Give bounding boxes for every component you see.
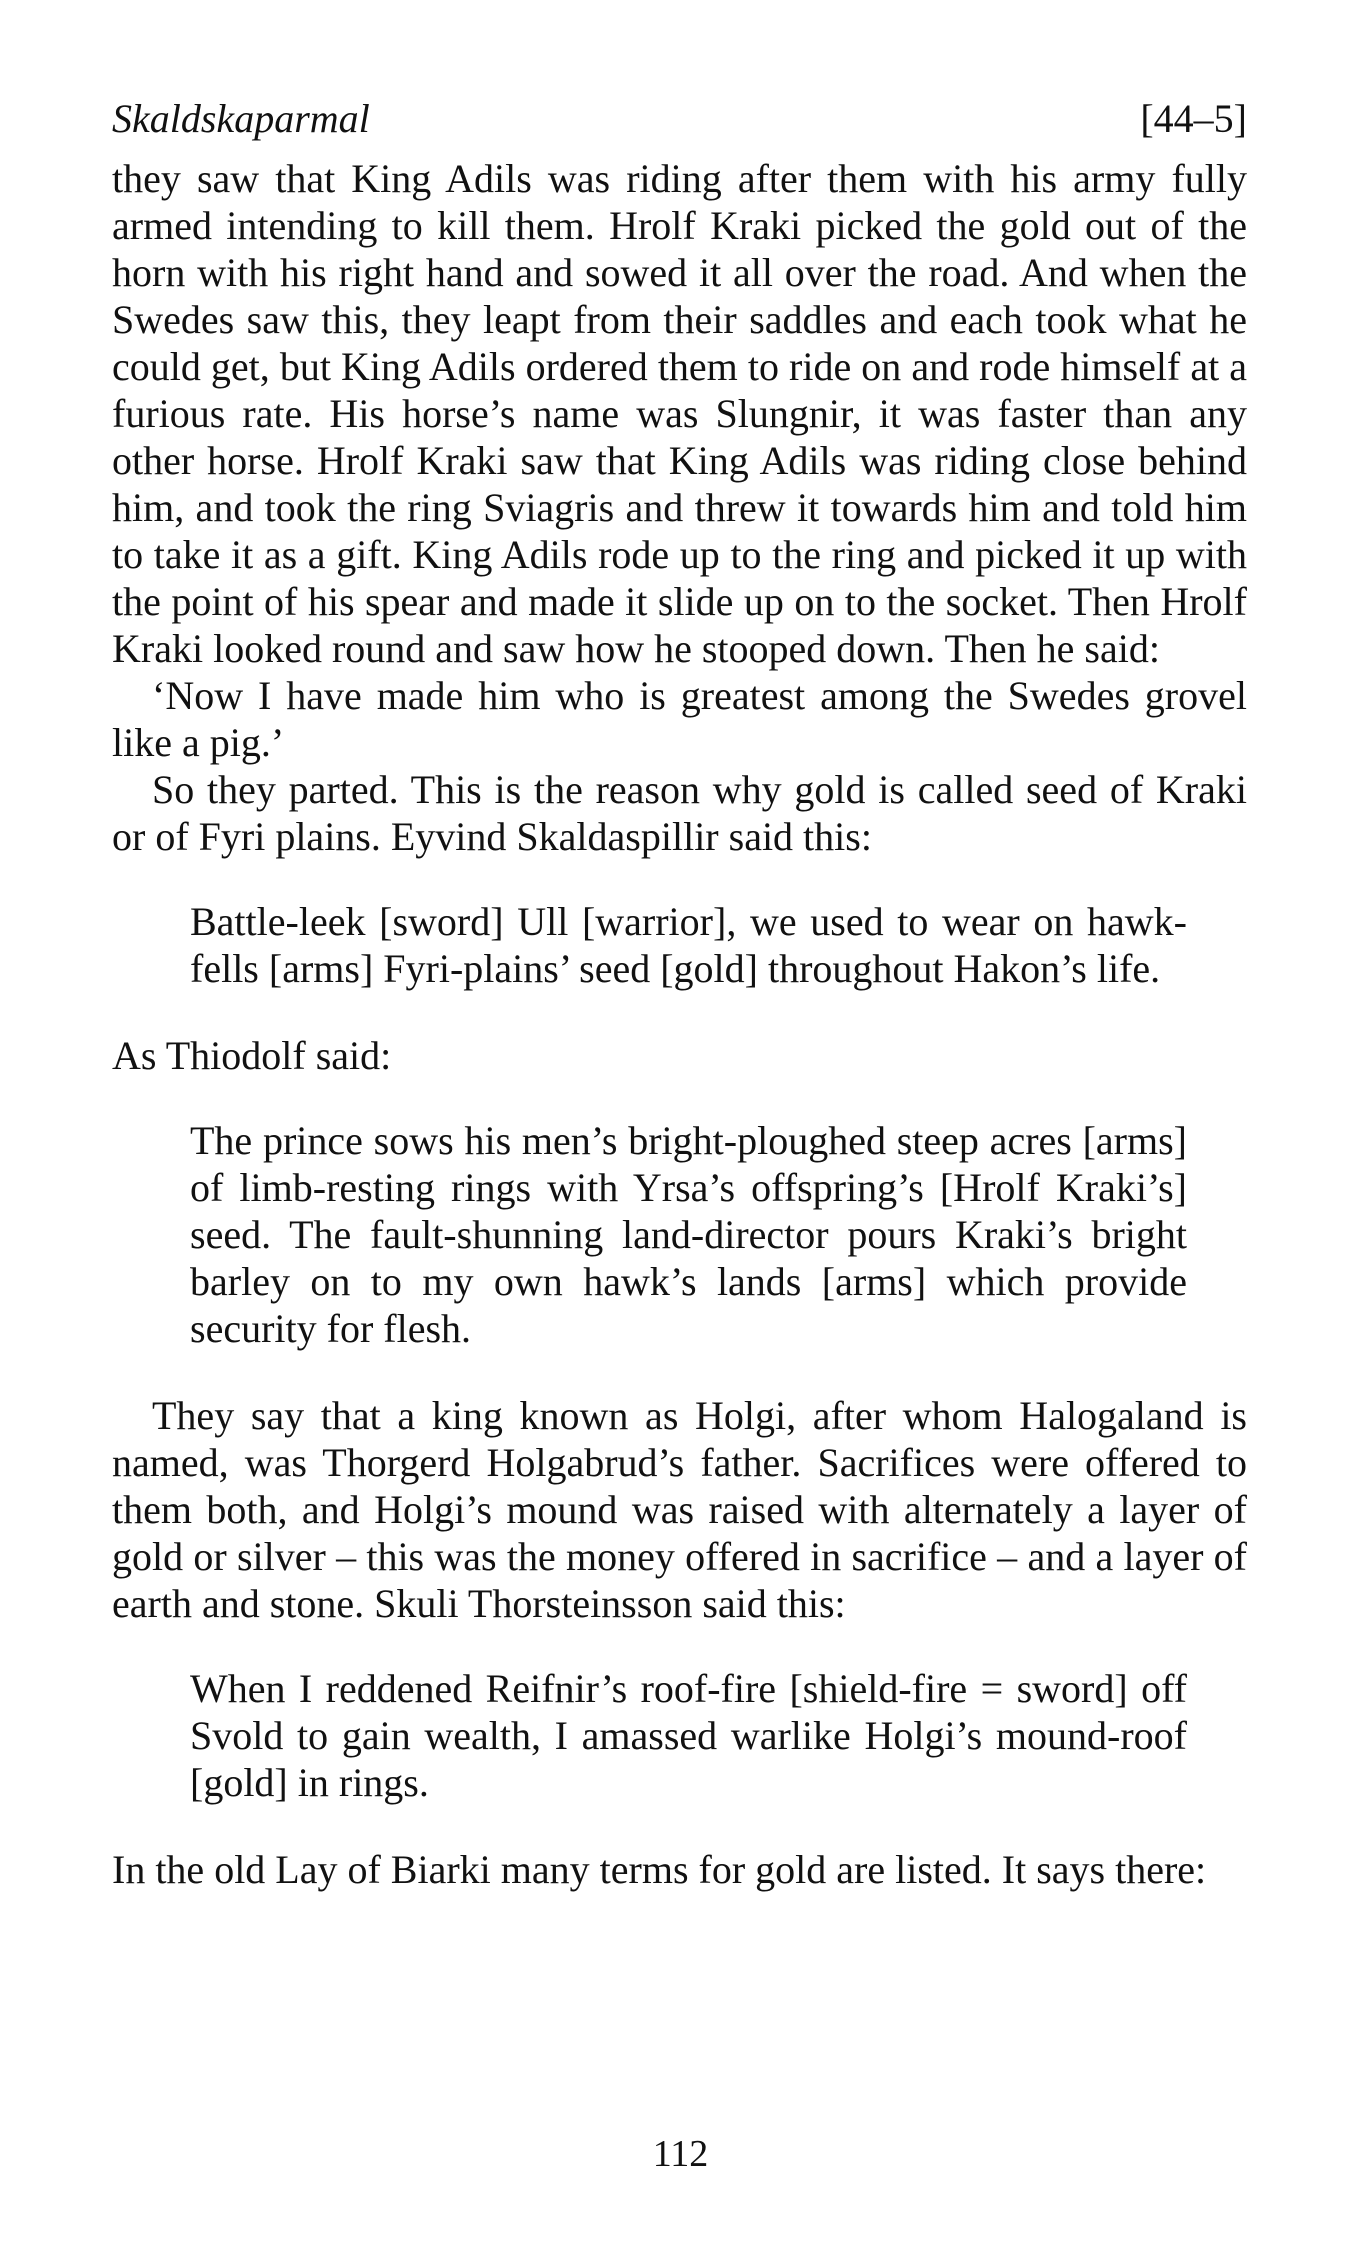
page-number: 112 <box>652 2133 709 2175</box>
paragraph-parting: So they parted. This is the reason why gold is called seed of Kraki or of Fyri plains. Eyvind Skaldaspillir said this: <box>112 767 1247 859</box>
paragraph-biarki: In the old Lay of Biarki many terms for gold are listed. It says there: <box>112 1847 1207 1892</box>
book-page <box>112 95 1247 1893</box>
running-head-title: Skaldskaparmal <box>112 96 370 141</box>
paragraph-chase: they saw that King Adils was riding after them with his army fully armed intending to kill them. Hrolf Kraki picked the gold out of the horn with his right hand and sowed it all over the road. And when the Swedes saw this, they leapt from their saddles and each took what he could get, but King Adils ordered them to ride on and rode himself at a furious rate. His horse’s name was Slungnir, it was faster than any other horse. Hrolf Kraki saw that King Adils was riding close behind him, and took the ring Sviagris and threw it towards him and told him to take it as a gift. King Adils rode up to the ring and picked it up with the point of his spear and made it slide up on to the socket. Then Hrolf Kraki looked round and saw how he stooped down. Then he said: <box>112 156 1247 671</box>
verse-text: Battle-leek [sword] Ull [warrior], we used to wear on hawk-fells [arms] Fyri-plains’ seed [gold] throughout Hakon’s life. <box>190 899 1187 991</box>
verse-text: The prince sows his men’s bright-ploughed steep acres [arms] of limb-resting rings with Yrsa’s offspring’s [Hrolf Kraki’s] seed. The fault-shunning land-director pours Kraki’s bright barley on to my own hawk’s lands [arms] which provide security for flesh. <box>190 1118 1187 1351</box>
paragraph-holgi: They say that a king known as Holgi, after whom Halogaland is named, was Thorgerd Holgabrud’s father. Sacrifices were offered to them both, and Holgi’s mound was raised with alternately a layer of gold or silver – this was the money offered in sacrifice – and a layer of earth and stone. Skuli Thorsteinsson said this: <box>112 1393 1247 1626</box>
paragraph-thiodolf: As Thiodolf said: <box>112 1033 392 1078</box>
running-head-section: [44–5] <box>1140 96 1247 141</box>
verse-thiodolf <box>190 1117 1187 1352</box>
verse-text: When I reddened Reifnir’s roof-fire [shield-fire = sword] off Svold to gain wealth, I amassed warlike Holgi’s mound-roof [gold] in rings. <box>190 1666 1187 1805</box>
body-text <box>112 155 1247 1893</box>
running-head <box>112 95 1247 143</box>
paragraph-quote: ‘Now I have made him who is greatest among the Swedes grovel like a pig.’ <box>112 673 1247 765</box>
verse-skuli <box>190 1665 1187 1806</box>
verse-eyvind <box>190 898 1187 992</box>
